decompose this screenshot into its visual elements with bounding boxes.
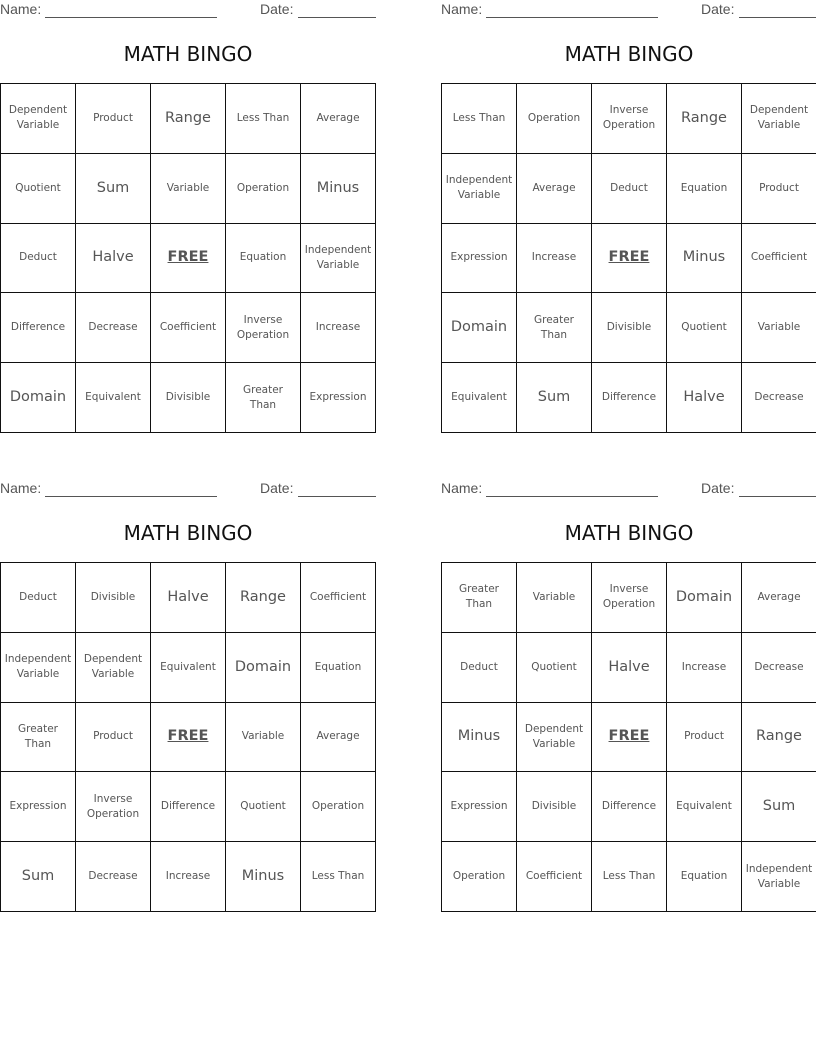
bingo-cell[interactable]: Variable [517, 563, 592, 633]
name-label: Name: [441, 480, 483, 496]
date-blank-line[interactable] [739, 496, 816, 497]
bingo-cell[interactable]: Deduct [1, 224, 76, 294]
bingo-cell[interactable]: Divisible [151, 363, 226, 433]
bingo-cell[interactable]: Coefficient [742, 224, 816, 294]
name-blank-line[interactable] [486, 17, 658, 18]
bingo-cell[interactable]: Average [301, 703, 376, 773]
bingo-cell[interactable]: Expression [442, 224, 517, 294]
bingo-cell[interactable]: Halve [592, 633, 667, 703]
bingo-grid [0, 562, 376, 912]
bingo-cell[interactable]: Deduct [592, 154, 667, 224]
free-space[interactable]: FREE [592, 703, 667, 773]
bingo-cell[interactable]: Quotient [517, 633, 592, 703]
bingo-cell[interactable]: Domain [667, 563, 742, 633]
bingo-cell[interactable]: Less Than [442, 84, 517, 154]
bingo-cell[interactable]: Halve [151, 563, 226, 633]
bingo-cell[interactable]: Equivalent [151, 633, 226, 703]
bingo-cell[interactable]: Divisible [592, 293, 667, 363]
bingo-card [441, 479, 816, 911]
bingo-cell[interactable]: Greater Than [442, 563, 517, 633]
bingo-cell[interactable]: Less Than [592, 842, 667, 912]
bingo-cell[interactable]: Minus [667, 224, 742, 294]
card-header [0, 480, 376, 500]
bingo-cell[interactable]: Decrease [76, 842, 151, 912]
bingo-cell[interactable]: Sum [742, 772, 816, 842]
bingo-cell[interactable]: Coefficient [301, 563, 376, 633]
bingo-cell[interactable]: Difference [151, 772, 226, 842]
bingo-cell[interactable]: Average [742, 563, 816, 633]
bingo-cell[interactable]: Increase [667, 633, 742, 703]
bingo-cell[interactable]: Divisible [76, 563, 151, 633]
bingo-cell[interactable]: Divisible [517, 772, 592, 842]
bingo-cell[interactable]: Increase [517, 224, 592, 294]
bingo-cell[interactable]: Deduct [1, 563, 76, 633]
bingo-cell[interactable]: Operation [301, 772, 376, 842]
bingo-cell[interactable]: Quotient [226, 772, 301, 842]
bingo-cell[interactable]: Decrease [742, 633, 816, 703]
bingo-cell[interactable]: Greater Than [1, 703, 76, 773]
bingo-cell[interactable]: Variable [151, 154, 226, 224]
free-space[interactable]: FREE [151, 703, 226, 773]
bingo-cell[interactable]: Equation [667, 842, 742, 912]
bingo-cell[interactable]: Less Than [226, 84, 301, 154]
bingo-cell[interactable]: Dependent Variable [517, 703, 592, 773]
name-label: Name: [0, 480, 42, 496]
bingo-cell[interactable]: Equivalent [442, 363, 517, 433]
bingo-cell[interactable]: Deduct [442, 633, 517, 703]
free-space[interactable]: FREE [592, 224, 667, 294]
bingo-cell[interactable]: Greater Than [517, 293, 592, 363]
bingo-cell[interactable]: Expression [442, 772, 517, 842]
bingo-cell[interactable]: Increase [301, 293, 376, 363]
bingo-cell[interactable]: Equation [226, 224, 301, 294]
bingo-cell[interactable]: Minus [301, 154, 376, 224]
bingo-cell[interactable]: Equivalent [667, 772, 742, 842]
bingo-cell[interactable]: Operation [517, 84, 592, 154]
bingo-cell[interactable]: Dependent Variable [76, 633, 151, 703]
bingo-cell[interactable]: Operation [442, 842, 517, 912]
bingo-grid [441, 83, 816, 433]
bingo-cell[interactable]: Product [76, 703, 151, 773]
bingo-cell[interactable]: Quotient [1, 154, 76, 224]
bingo-cell[interactable]: Equivalent [76, 363, 151, 433]
name-blank-line[interactable] [486, 496, 658, 497]
name-blank-line[interactable] [45, 496, 217, 497]
bingo-cell[interactable]: Domain [226, 633, 301, 703]
bingo-cell[interactable]: Product [76, 84, 151, 154]
bingo-cell[interactable]: Independent Variable [742, 842, 816, 912]
bingo-cell[interactable]: Halve [76, 224, 151, 294]
name-label: Name: [0, 1, 42, 17]
free-space[interactable]: FREE [151, 224, 226, 294]
bingo-cell[interactable]: Difference [592, 363, 667, 433]
card-header [441, 480, 816, 500]
bingo-cell[interactable]: Variable [742, 293, 816, 363]
bingo-grid [441, 562, 816, 912]
bingo-cell[interactable]: Decrease [742, 363, 816, 433]
name-blank-line[interactable] [45, 17, 217, 18]
bingo-card [0, 479, 376, 911]
bingo-cell[interactable]: Inverse Operation [76, 772, 151, 842]
card-header [441, 1, 816, 21]
card-title: MATH BINGO [123, 521, 253, 545]
bingo-cell[interactable]: Coefficient [517, 842, 592, 912]
bingo-cell[interactable]: Quotient [667, 293, 742, 363]
bingo-cell[interactable]: Range [742, 703, 816, 773]
bingo-cell[interactable]: Greater Than [226, 363, 301, 433]
bingo-cell[interactable]: Average [301, 84, 376, 154]
bingo-cell[interactable]: Independent Variable [1, 633, 76, 703]
bingo-cell[interactable]: Expression [301, 363, 376, 433]
date-label: Date: [701, 1, 735, 17]
bingo-cell[interactable]: Range [226, 563, 301, 633]
bingo-cell[interactable]: Operation [226, 154, 301, 224]
bingo-cell[interactable]: Coefficient [151, 293, 226, 363]
bingo-cell[interactable]: Range [151, 84, 226, 154]
bingo-cell[interactable]: Less Than [301, 842, 376, 912]
bingo-cell[interactable]: Average [517, 154, 592, 224]
date-blank-line[interactable] [298, 17, 376, 18]
card-title: MATH BINGO [123, 42, 253, 66]
bingo-cell[interactable]: Independent Variable [442, 154, 517, 224]
card-header [0, 1, 376, 21]
bingo-cell[interactable]: Domain [1, 363, 76, 433]
bingo-cell[interactable]: Increase [151, 842, 226, 912]
date-label: Date: [701, 480, 735, 496]
bingo-cell[interactable]: Sum [517, 363, 592, 433]
bingo-cell[interactable]: Equation [667, 154, 742, 224]
bingo-cell[interactable]: Dependent Variable [1, 84, 76, 154]
bingo-cell[interactable]: Range [667, 84, 742, 154]
bingo-cell[interactable]: Dependent Variable [742, 84, 816, 154]
card-title: MATH BINGO [564, 521, 694, 545]
bingo-cell[interactable]: Independent Variable [301, 224, 376, 294]
bingo-grid [0, 83, 376, 433]
bingo-cell[interactable]: Inverse Operation [592, 84, 667, 154]
bingo-cell[interactable]: Variable [226, 703, 301, 773]
bingo-cell[interactable]: Sum [1, 842, 76, 912]
bingo-card [441, 0, 816, 432]
bingo-cell[interactable]: Halve [667, 363, 742, 433]
date-blank-line[interactable] [298, 496, 376, 497]
bingo-cell[interactable]: Inverse Operation [226, 293, 301, 363]
bingo-cell[interactable]: Domain [442, 293, 517, 363]
bingo-cell[interactable]: Minus [226, 842, 301, 912]
date-label: Date: [260, 1, 294, 17]
bingo-cell[interactable]: Difference [592, 772, 667, 842]
bingo-cell[interactable]: Inverse Operation [592, 563, 667, 633]
bingo-cell[interactable]: Expression [1, 772, 76, 842]
bingo-cell[interactable]: Equation [301, 633, 376, 703]
bingo-card [0, 0, 376, 432]
bingo-cell[interactable]: Minus [442, 703, 517, 773]
date-label: Date: [260, 480, 294, 496]
card-title: MATH BINGO [564, 42, 694, 66]
bingo-cell[interactable]: Product [667, 703, 742, 773]
date-blank-line[interactable] [739, 17, 816, 18]
bingo-cell[interactable]: Decrease [76, 293, 151, 363]
bingo-cell[interactable]: Sum [76, 154, 151, 224]
name-label: Name: [441, 1, 483, 17]
bingo-cell[interactable]: Product [742, 154, 816, 224]
bingo-cell[interactable]: Difference [1, 293, 76, 363]
